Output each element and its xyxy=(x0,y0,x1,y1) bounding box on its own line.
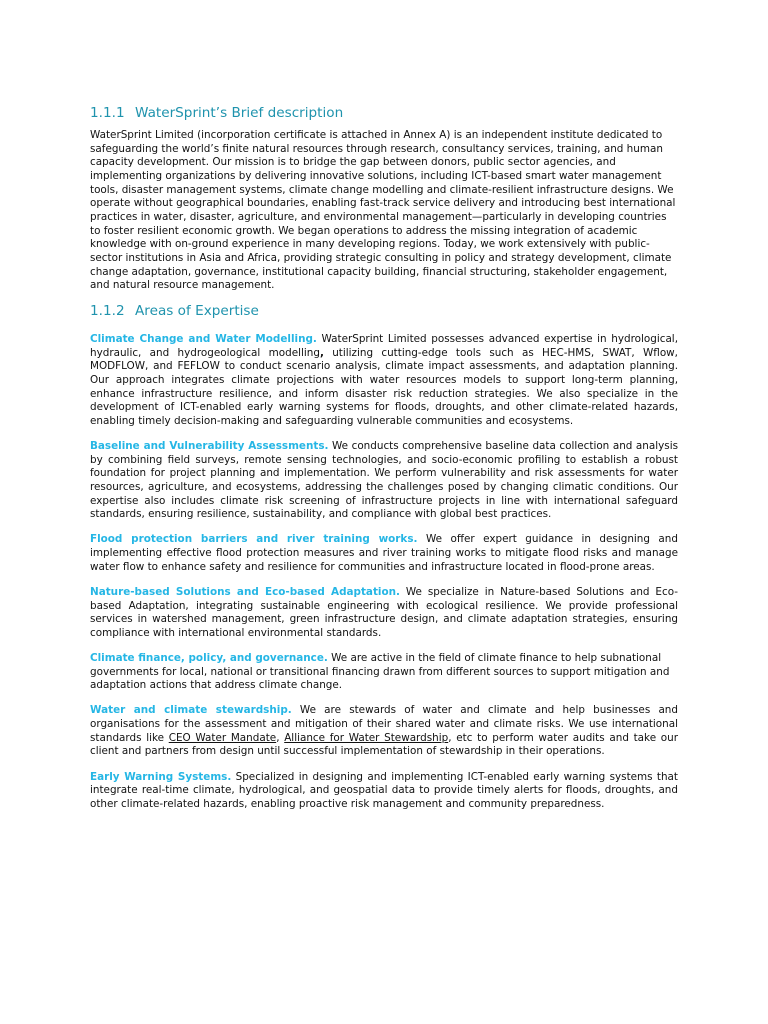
expertise-flood-protection xyxy=(90,533,678,574)
heading-brief-description xyxy=(90,104,678,122)
alliance-water-stewardship-link[interactable]: Alliance for Water Stewardship xyxy=(284,731,449,744)
expertise-nature-based-solutions xyxy=(90,586,678,641)
expertise-climate-water-modelling xyxy=(90,333,678,429)
brief-paragraph: WaterSprint Limited (incorporation certificate is attached in Annex A) is an independent institute dedicated to safeguarding the world’s finite natural resources through research, consultancy services, training, and human capacity development. Our mission is to bridge the gap between donors, public sector agencies, and implementing organizations by delivering innovative solutions, including ICT-based smart water management tools, disaster management systems, climate change modelling and climate-resilient infrastructure designs. We operate without geographical boundaries, enabling fast-track service delivery and introducing best international practices in water, disaster, agriculture, and environmental management—particularly in developing countries to foster resilient economic growth. We began operations to address the missing integration of academic knowledge with on-ground experience in many developing regions. Today, we work extensively with public-sector institutions in Asia and Africa, providing strategic consulting in policy and strategy development, climate change adaptation, governance, institutional capacity building, financial structuring, stakeholder engagement, and natural resource management. xyxy=(90,129,676,292)
expertise-lead: Flood protection barriers and river training works. xyxy=(90,533,418,546)
expertise-text: , etc to perform water audits and take our client and partners from design until successful implementation of stewardship in their operations. xyxy=(90,731,679,758)
expertise-text: We offer expert guidance in designing and implementing effective flood protection measures and river training works to mitigate flood risks and manage water flow to enhance safety and resilience for communities and infrastructure located in flood-prone areas. xyxy=(90,533,678,573)
expertise-lead: Climate Change and Water Modelling. xyxy=(90,332,317,345)
expertise-text: We are active in the field of climate finance to help subnational governments for local, national or transitional financing drawn from different sources to support mitigation and adaptation actions that address climate change. xyxy=(90,652,670,692)
heading-areas-of-expertise xyxy=(90,302,678,320)
expertise-text: utilizing cutting-edge tools such as HEC-HMS, SWAT, Wflow, MODFLOW, and FEFLOW to conduct scenario analysis, climate impact assessments, and adaptation planning. Our approach integrates climate projections with water resources models to support long-term planning, enhance infrastructure resilience, and inform disaster risk reduction strategies. We also specialize in the development of ICT-enabled early warning systems for floods, droughts, and other climate-related hazards, enabling timely decision-making and safeguarding vulnerable communities and ecosystems. xyxy=(90,346,678,427)
expertise-baseline-vulnerability xyxy=(90,440,678,522)
heading-number: 1.1.1 xyxy=(90,105,125,121)
heading-title: Areas of Expertise xyxy=(135,302,259,319)
expertise-list xyxy=(90,333,678,812)
expertise-text: Specialized in designing and implementing ICT-enabled early warning systems that integrate real-time climate, hydrological, and geospatial data to provide timely alerts for floods, droughts, and other climate-related hazards, enabling proactive risk management and community preparedness. xyxy=(90,770,678,810)
expertise-lead: Climate finance, policy, and governance. xyxy=(90,652,328,664)
heading-title: WaterSprint’s Brief description xyxy=(135,105,344,121)
ceo-water-mandate-link[interactable]: CEO Water Mandate xyxy=(168,731,277,744)
document-page xyxy=(90,104,678,823)
expertise-text: We conducts comprehensive baseline data collection and analysis by combining field surveys, remote sensing technologies, and socio-economic profiling to establish a robust foundation for project planning and implementation. We perform vulnerability and risk assessments for water resources, agriculture, and ecosystems, addressing the challenges posed by changing climatic conditions. Our expertise also includes climate risk screening of infrastructure projects in line with international safeguard standards, ensuring resilience, sustainability, and compliance with global best practices. xyxy=(90,439,678,521)
expertise-comma: , xyxy=(319,346,324,359)
expertise-text: We specialize in Nature-based Solutions and Eco-based Adaptation, integrating sustainable engineering with ecological resilience. We provide professional services in watershed management, green infrastructure design, and climate adaptation strategies, ensuring compliance with international environmental standards. xyxy=(90,585,679,639)
expertise-lead: Early Warning Systems. xyxy=(90,770,232,783)
expertise-climate-finance xyxy=(90,652,678,693)
expertise-lead: Water and climate stewardship. xyxy=(90,704,292,717)
expertise-early-warning-systems xyxy=(90,771,678,812)
expertise-lead: Nature-based Solutions and Eco-based Adaptation. xyxy=(90,585,400,598)
expertise-text: WaterSprint Limited possesses advanced expertise in hydrological, hydraulic, and hydrogeological modelling xyxy=(90,332,678,359)
expertise-text: We are stewards of water and climate and help businesses and organisations for the assessment and mitigation of their shared water and climate risks. We use international standards like xyxy=(90,704,678,744)
heading-number: 1.1.2 xyxy=(90,302,125,319)
expertise-lead: Baseline and Vulnerability Assessments. xyxy=(90,439,329,452)
expertise-water-climate-stewardship xyxy=(90,704,678,759)
link-separator: , xyxy=(276,731,285,744)
